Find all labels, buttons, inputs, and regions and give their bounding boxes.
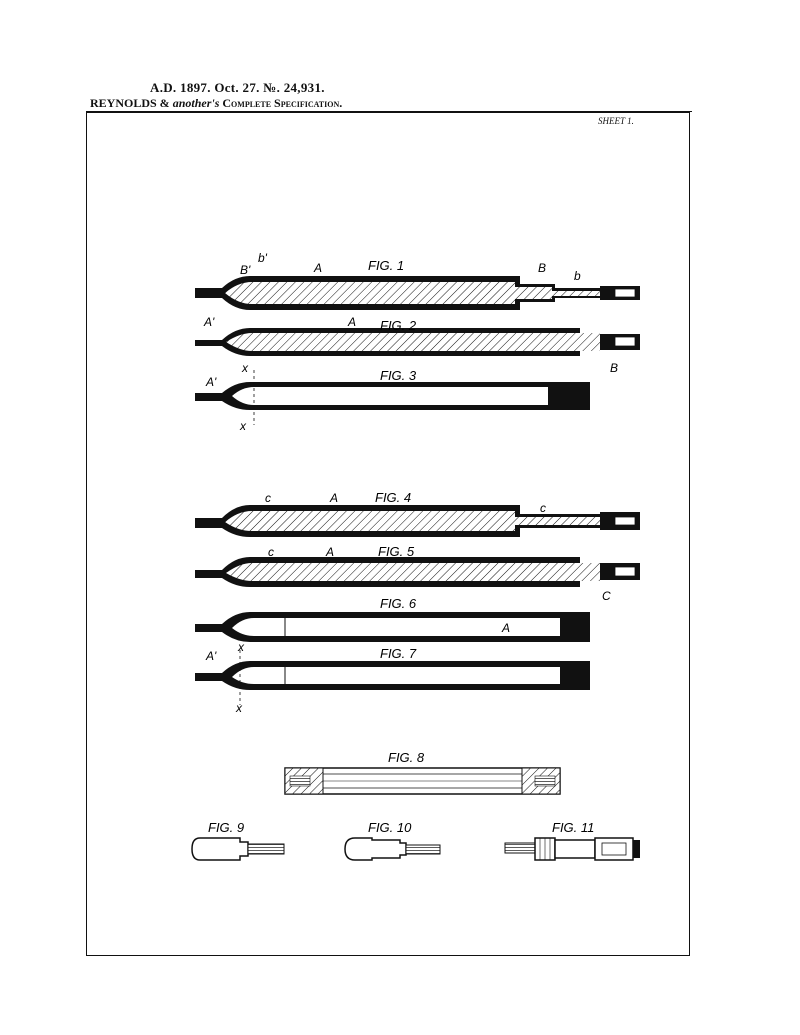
title-applicant: REYNOLDS & xyxy=(90,96,173,110)
fig-10-drawing xyxy=(345,838,440,860)
fig-11-drawing xyxy=(505,838,640,860)
fig-5-drawing xyxy=(195,557,640,587)
fig-6-drawing xyxy=(195,612,590,642)
ref-A-fig2: A xyxy=(348,315,357,329)
ref-A-fig6: A xyxy=(502,621,511,635)
ref-C-fig5: C xyxy=(602,589,611,603)
ref-c-right-fig4: c xyxy=(540,501,546,515)
fig-5-label: FIG. 5 xyxy=(378,544,415,559)
ref-B-fig2: B xyxy=(610,361,619,375)
sheet-number: SHEET 1. xyxy=(598,116,634,126)
ref-x-bottom-fig7: x xyxy=(236,701,242,715)
ref-x-top-fig3: x xyxy=(242,361,248,375)
ref-A1-fig7: A' xyxy=(206,649,217,663)
specification-date-number: A.D. 1897. Oct. 27. №. 24,931. xyxy=(150,80,325,95)
ref-x-top-fig7: x xyxy=(238,640,244,654)
fig-1-label: FIG. 1 xyxy=(368,258,405,273)
ref-x-bottom-fig3: x xyxy=(240,419,246,433)
ref-A1-fig3: A' xyxy=(206,375,217,389)
fig-11-label: FIG. 11 xyxy=(552,820,595,835)
fig-9-label: FIG. 9 xyxy=(208,820,245,835)
fig-3-label: FIG. 3 xyxy=(380,368,417,383)
ref-A-fig4: A xyxy=(330,491,339,505)
fig-4-drawing xyxy=(195,505,640,537)
ref-A-fig5: A xyxy=(326,545,335,559)
ref-A-fig1: A xyxy=(314,261,323,275)
fig-9-drawing xyxy=(192,838,284,860)
fig-2-drawing xyxy=(195,328,640,356)
fig-4-label: FIG. 4 xyxy=(375,490,412,505)
ref-B-fig1: B xyxy=(538,261,547,275)
ref-b-fig1: b xyxy=(574,269,581,283)
fig-10-label: FIG. 10 xyxy=(368,820,412,835)
title-complete-spec: Complete Specification. xyxy=(219,96,343,110)
title-another: another's xyxy=(172,96,220,110)
fig-8-label: FIG. 8 xyxy=(388,750,425,765)
ref-A1-fig2: A' xyxy=(204,315,215,329)
ref-c-fig5: c xyxy=(268,545,274,559)
ref-c-fig4: c xyxy=(265,491,271,505)
fig-2-label: FIG. 2 xyxy=(380,318,417,333)
ref-b1-fig1: b' xyxy=(258,251,267,265)
fig-7-label: FIG. 7 xyxy=(380,646,417,661)
ref-B1-fig1: B' xyxy=(240,263,251,277)
fig-8-drawing xyxy=(285,768,560,794)
fig-6-label: FIG. 6 xyxy=(380,596,417,611)
